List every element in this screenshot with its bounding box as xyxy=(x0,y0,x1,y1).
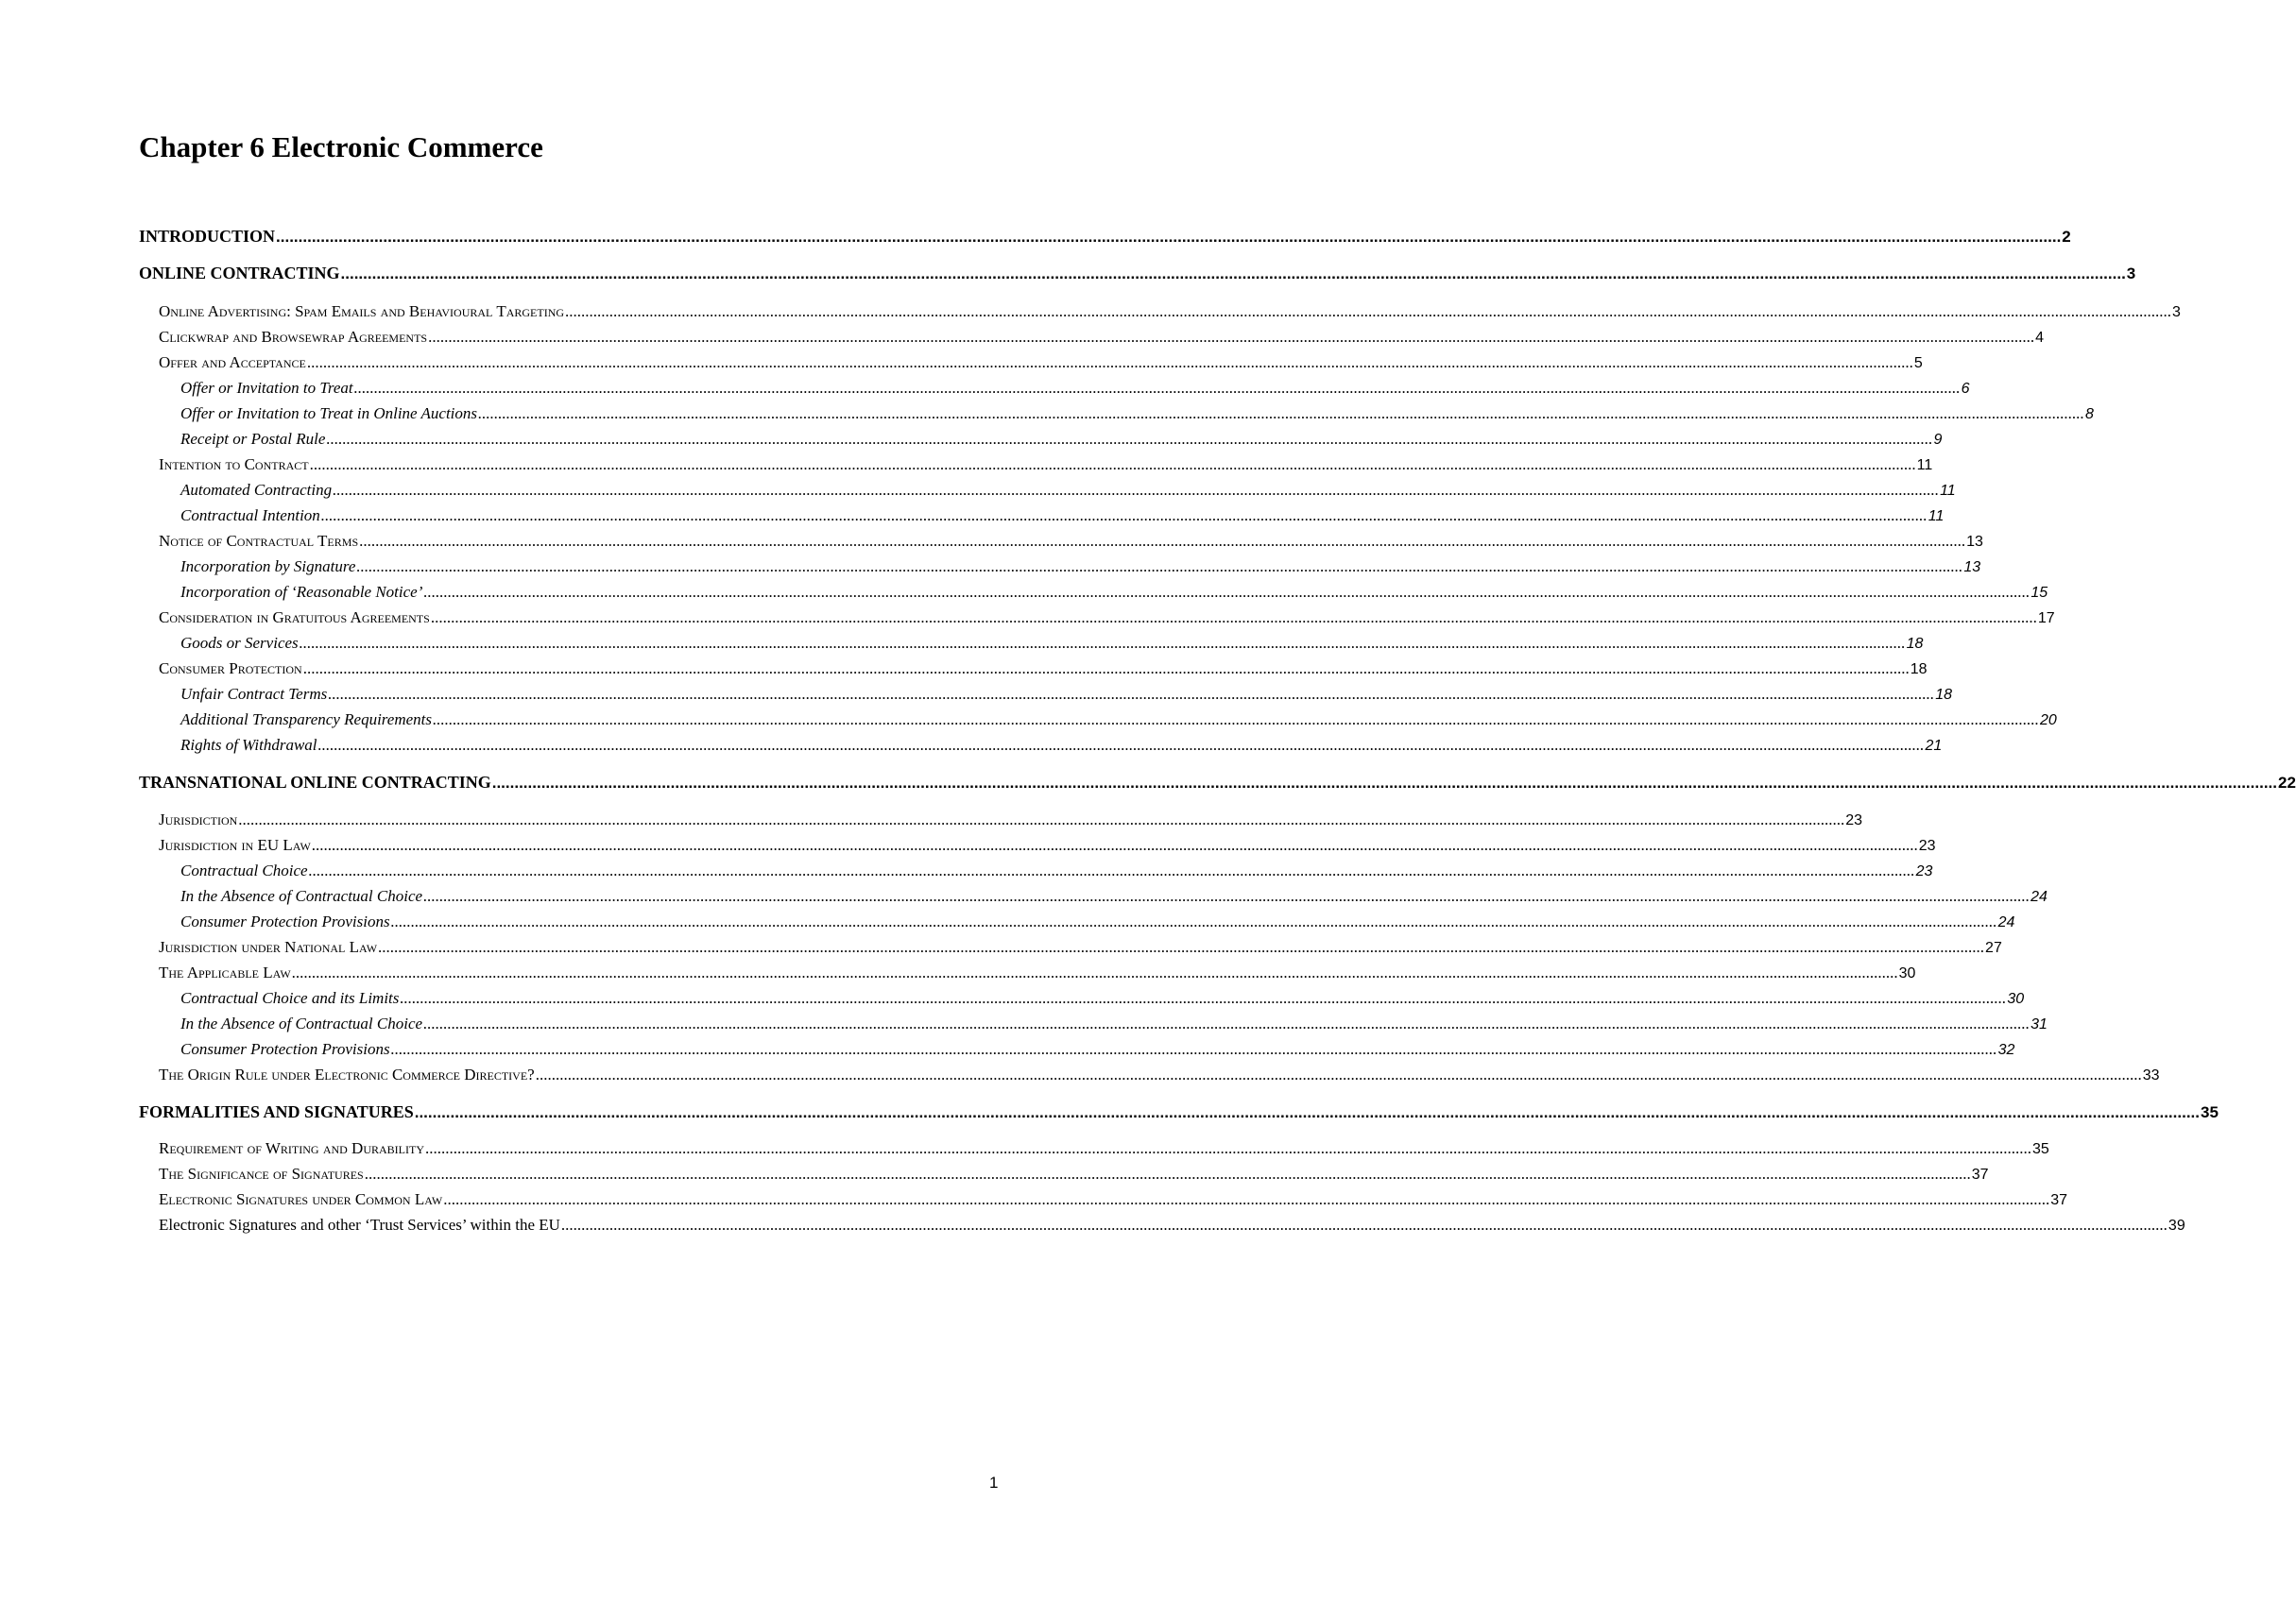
toc-entry-page: 2 xyxy=(2062,228,2071,246)
toc-entry-label: Consumer Protection xyxy=(159,659,302,677)
toc-dot-leader: ................................................................................................................................................................................................................................................................................................................................................................................................................ xyxy=(425,1139,2031,1157)
toc-entry-page: 31 xyxy=(2030,1016,2048,1032)
toc-entry-page: 13 xyxy=(1963,559,1981,575)
toc-dot-leader: ................................................................................................................................................................................................................................................................................................................................................................................................................ xyxy=(238,811,1845,828)
toc-entry-label: ONLINE CONTRACTING xyxy=(139,264,340,282)
toc-entry-label: Offer or Invitation to Treat xyxy=(180,379,353,397)
toc-entry-page: 11 xyxy=(1928,508,1945,524)
toc-entry-page: 33 xyxy=(2142,1067,2160,1084)
toc-entry-level-3[interactable] xyxy=(180,859,1933,883)
toc-entry-level-2[interactable] xyxy=(159,529,1983,554)
toc-entry-level-3[interactable] xyxy=(180,910,2015,934)
toc-entry-label: Automated Contracting xyxy=(180,481,333,499)
toc-entry-label: The Origin Rule under Electronic Commerce Directive? xyxy=(159,1066,535,1084)
toc-entry-label: Notice of Contractual Terms xyxy=(159,532,359,550)
toc-dot-leader: ................................................................................................................................................................................................................................................................................................................................................................................................................ xyxy=(299,634,1906,652)
toc-entry-level-3[interactable] xyxy=(180,884,2048,909)
toc-entry-page: 17 xyxy=(2037,610,2055,626)
toc-entry-level-3[interactable] xyxy=(180,682,1953,707)
toc-entry-page: 18 xyxy=(1910,661,1928,677)
toc-dot-leader: ................................................................................................................................................................................................................................................................................................................................................................................................................ xyxy=(560,1216,2167,1234)
toc-dot-leader: ................................................................................................................................................................................................................................................................................................................................................................................................................ xyxy=(309,455,1916,473)
toc-entry-label: Rights of Withdrawal xyxy=(180,736,317,754)
toc-entry-label: Jurisdiction xyxy=(159,811,238,828)
toc-entry-label: The Applicable Law xyxy=(159,964,291,981)
toc-dot-leader: ................................................................................................................................................................................................................................................................................................................................................................................................................ xyxy=(400,989,2007,1007)
toc-dot-leader: ................................................................................................................................................................................................................................................................................................................................................................................................................ xyxy=(308,862,1915,879)
toc-entry-level-2[interactable] xyxy=(159,452,1933,477)
toc-dot-leader: ................................................................................................................................................................................................................................................................................................................................................................................................................ xyxy=(328,685,1935,703)
toc-entry-level-3[interactable] xyxy=(180,478,1956,503)
toc-entry-label: Offer and Acceptance xyxy=(159,353,306,371)
toc-entry-level-2[interactable] xyxy=(159,657,1928,681)
toc-dot-leader: ................................................................................................................................................................................................................................................................................................................................................................................................................ xyxy=(291,964,1898,981)
toc-entry-label: Requirement of Writing and Durability xyxy=(159,1139,424,1157)
toc-dot-leader: ................................................................................................................................................................................................................................................................................................................................................................................................................ xyxy=(326,430,1933,448)
toc-entry-label: Incorporation by Signature xyxy=(180,557,356,575)
toc-entry-label: Consumer Protection Provisions xyxy=(180,913,390,930)
toc-entry-level-3[interactable] xyxy=(180,986,2025,1011)
toc-entry-page: 20 xyxy=(2040,712,2057,728)
toc-dot-leader: ................................................................................................................................................................................................................................................................................................................................................................................................................ xyxy=(311,836,1918,854)
toc-entry-level-2[interactable] xyxy=(159,1187,2068,1212)
toc-entry-page: 15 xyxy=(2030,585,2048,601)
toc-dot-leader: ................................................................................................................................................................................................................................................................................................................................................................................................................ xyxy=(302,659,1910,677)
toc-dot-leader: ................................................................................................................................................................................................................................................................................................................................................................................................................ xyxy=(390,1040,1997,1058)
toc-entry-level-2[interactable] xyxy=(159,935,2002,960)
toc-dot-leader: ................................................................................................................................................................................................................................................................................................................................................................................................................ xyxy=(414,1103,2200,1121)
toc-entry-label: Offer or Invitation to Treat in Online Auctions xyxy=(180,404,478,422)
toc-entry-label: FORMALITIES AND SIGNATURES xyxy=(139,1102,414,1121)
toc-entry-level-2[interactable] xyxy=(159,325,2045,350)
toc-entry-level-1[interactable] xyxy=(139,261,2136,285)
toc-entry-label: Contractual Intention xyxy=(180,506,320,524)
toc-entry-page: 6 xyxy=(1961,381,1970,397)
toc-entry-level-2[interactable] xyxy=(159,808,1863,832)
toc-entry-level-3[interactable] xyxy=(180,733,1943,758)
toc-entry-page: 30 xyxy=(1898,965,1916,981)
toc-entry-level-2[interactable] xyxy=(159,961,1916,985)
toc-entry-page: 39 xyxy=(2167,1218,2185,1234)
toc-entry-label: Intention to Contract xyxy=(159,455,309,473)
toc-entry-level-3[interactable] xyxy=(180,1037,2015,1062)
toc-entry-page: 35 xyxy=(2032,1141,2049,1157)
toc-dot-leader: ................................................................................................................................................................................................................................................................................................................................................................................................................ xyxy=(535,1066,2142,1084)
toc-entry-page: 21 xyxy=(1925,738,1943,754)
toc-dot-leader: ................................................................................................................................................................................................................................................................................................................................................................................................................ xyxy=(423,887,2030,905)
toc-entry-page: 18 xyxy=(1906,636,1924,652)
toc-entry-label: Contractual Choice and its Limits xyxy=(180,989,400,1007)
toc-dot-leader: ................................................................................................................................................................................................................................................................................................................................................................................................................ xyxy=(430,608,2037,626)
toc-dot-leader: ................................................................................................................................................................................................................................................................................................................................................................................................................ xyxy=(491,774,2277,792)
toc-entry-page: 24 xyxy=(2030,889,2048,905)
toc-entry-level-3[interactable] xyxy=(180,503,1945,528)
toc-entry-page: 24 xyxy=(1997,914,2015,930)
toc-entry-level-3[interactable] xyxy=(180,401,2094,426)
toc-entry-level-2[interactable] xyxy=(159,1063,2160,1087)
toc-dot-leader: ................................................................................................................................................................................................................................................................................................................................................................................................................ xyxy=(378,938,1985,956)
toc-entry-label: Consumer Protection Provisions xyxy=(180,1040,390,1058)
toc-entry-label: Contractual Choice xyxy=(180,862,308,879)
toc-entry-page: 32 xyxy=(1997,1042,2015,1058)
toc-entry-label: Unfair Contract Terms xyxy=(180,685,328,703)
toc-dot-leader: ................................................................................................................................................................................................................................................................................................................................................................................................................ xyxy=(364,1165,1971,1183)
toc-entry-label: In the Absence of Contractual Choice xyxy=(180,1015,423,1032)
toc-entry-level-3[interactable] xyxy=(180,555,1981,579)
toc-entry-page: 13 xyxy=(1966,534,1983,550)
toc-entry-page: 8 xyxy=(2085,406,2094,422)
toc-entry-label: In the Absence of Contractual Choice xyxy=(180,887,423,905)
toc-entry-level-2[interactable] xyxy=(159,299,2181,324)
toc-entry-label: Incorporation of ‘Reasonable Notice’ xyxy=(180,583,423,601)
toc-entry-page: 37 xyxy=(2050,1192,2068,1208)
toc-dot-leader: ................................................................................................................................................................................................................................................................................................................................................................................................................ xyxy=(317,736,1925,754)
toc-entry-level-3[interactable] xyxy=(180,1012,2048,1036)
toc-dot-leader: ................................................................................................................................................................................................................................................................................................................................................................................................................ xyxy=(478,404,2085,422)
toc-entry-level-1[interactable] xyxy=(139,224,2071,248)
toc-dot-leader: ................................................................................................................................................................................................................................................................................................................................................................................................................ xyxy=(333,481,1940,499)
toc-entry-label: Jurisdiction in EU Law xyxy=(159,836,311,854)
toc-entry-page: 4 xyxy=(2035,330,2045,346)
toc-entry-page: 23 xyxy=(1845,812,1863,828)
toc-entry-level-1[interactable] xyxy=(139,1100,2219,1124)
toc-dot-leader: ................................................................................................................................................................................................................................................................................................................................................................................................................ xyxy=(443,1190,2050,1208)
toc-dot-leader: ................................................................................................................................................................................................................................................................................................................................................................................................................ xyxy=(320,506,1928,524)
toc-entry-level-3[interactable] xyxy=(180,376,1970,401)
toc-entry-page: 35 xyxy=(2201,1103,2219,1121)
toc-entry-page: 11 xyxy=(1916,457,1933,473)
toc-entry-page: 11 xyxy=(1940,483,1956,499)
toc-entry-label: Online Advertising: Spam Emails and Behavioural Targeting xyxy=(159,302,565,320)
toc-entry-label: Consideration in Gratuitous Agreements xyxy=(159,608,430,626)
toc-dot-leader: ................................................................................................................................................................................................................................................................................................................................................................................................................ xyxy=(390,913,1997,930)
page-number: 1 xyxy=(989,1474,999,1492)
toc-entry-label: Electronic Signatures and other ‘Trust Services’ within the EU xyxy=(159,1216,560,1234)
toc-entry-label: The Significance of Signatures xyxy=(159,1165,364,1183)
toc-dot-leader: ................................................................................................................................................................................................................................................................................................................................................................................................................ xyxy=(353,379,1961,397)
toc-entry-label: Jurisdiction under National Law xyxy=(159,938,378,956)
toc-entry-page: 30 xyxy=(2007,991,2025,1007)
toc-entry-label: INTRODUCTION xyxy=(139,227,276,246)
toc-entry-label: Additional Transparency Requirements xyxy=(180,710,432,728)
toc-entry-label: Goods or Services xyxy=(180,634,299,652)
toc-entry-page: 23 xyxy=(1918,838,1936,854)
toc-entry-level-3[interactable] xyxy=(180,427,1943,452)
toc-entry-level-2[interactable] xyxy=(159,1136,2049,1161)
toc-entry-label: TRANSNATIONAL ONLINE CONTRACTING xyxy=(139,773,491,792)
toc-dot-leader: ................................................................................................................................................................................................................................................................................................................................................................................................................ xyxy=(423,1015,2030,1032)
toc-entry-level-2[interactable] xyxy=(159,1213,2185,1237)
toc-entry-level-3[interactable] xyxy=(180,708,2057,732)
toc-entry-page: 22 xyxy=(2278,774,2296,792)
toc-entry-label: Clickwrap and Browsewrap Agreements xyxy=(159,328,428,346)
toc-dot-leader: ................................................................................................................................................................................................................................................................................................................................................................................................................ xyxy=(340,264,2126,282)
toc-entry-level-2[interactable] xyxy=(159,833,1936,858)
toc-entry-page: 3 xyxy=(2172,304,2181,320)
toc-entry-level-1[interactable] xyxy=(139,770,2296,794)
toc-entry-level-3[interactable] xyxy=(180,631,1924,656)
toc-entry-page: 37 xyxy=(1971,1167,1989,1183)
toc-entry-label: Electronic Signatures under Common Law xyxy=(159,1190,443,1208)
toc-dot-leader: ................................................................................................................................................................................................................................................................................................................................................................................................................ xyxy=(428,328,2035,346)
toc-dot-leader: ................................................................................................................................................................................................................................................................................................................................................................................................................ xyxy=(356,557,1963,575)
toc-dot-leader: ................................................................................................................................................................................................................................................................................................................................................................................................................ xyxy=(565,302,2172,320)
toc-entry-label: Receipt or Postal Rule xyxy=(180,430,326,448)
toc-dot-leader: ................................................................................................................................................................................................................................................................................................................................................................................................................ xyxy=(423,583,2030,601)
toc-entry-level-3[interactable] xyxy=(180,580,2048,605)
toc-entry-page: 18 xyxy=(1935,687,1953,703)
toc-dot-leader: ................................................................................................................................................................................................................................................................................................................................................................................................................ xyxy=(433,710,2039,728)
toc-dot-leader: ................................................................................................................................................................................................................................................................................................................................................................................................................ xyxy=(276,228,2062,246)
toc-entry-page: 3 xyxy=(2126,264,2136,282)
toc-entry-level-2[interactable] xyxy=(159,606,2055,630)
toc-entry-level-2[interactable] xyxy=(159,1162,1989,1186)
page-title: Chapter 6 Electronic Commerce xyxy=(139,130,543,163)
toc-entry-page: 23 xyxy=(1915,863,1933,879)
toc-dot-leader: ................................................................................................................................................................................................................................................................................................................................................................................................................ xyxy=(359,532,1966,550)
toc-entry-level-2[interactable] xyxy=(159,350,1923,375)
toc-entry-page: 5 xyxy=(1913,355,1923,371)
toc-entry-page: 27 xyxy=(1985,940,2002,956)
toc-dot-leader: ................................................................................................................................................................................................................................................................................................................................................................................................................ xyxy=(306,353,1913,371)
toc-entry-page: 9 xyxy=(1933,432,1943,448)
